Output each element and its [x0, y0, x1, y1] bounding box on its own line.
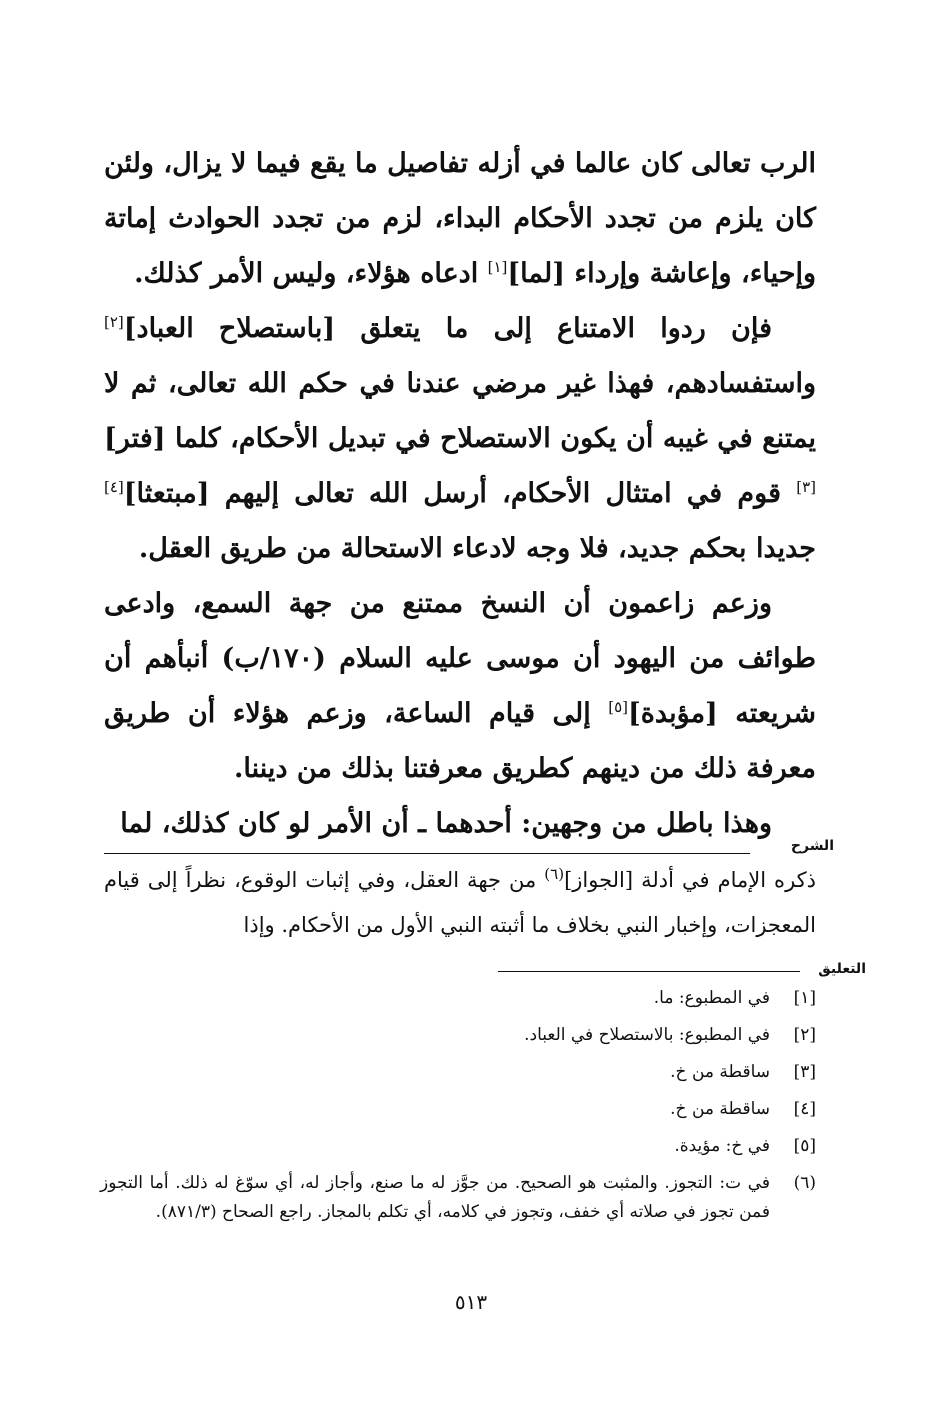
- footnote-item: [100, 1132, 816, 1161]
- footnote-text: ساقطة من خ.: [670, 1062, 770, 1082]
- footnote-text: في المطبوع: ما.: [653, 988, 770, 1008]
- footnote-ref: (٦): [544, 865, 565, 883]
- footnote-text: في خ: مؤيدة.: [674, 1136, 770, 1156]
- footnote-number: [٤]: [793, 1099, 816, 1119]
- footnote-item: [100, 984, 816, 1013]
- footnote-item: [100, 1095, 816, 1124]
- footnotes-list: [100, 984, 816, 1235]
- footnote-number: [١]: [793, 988, 816, 1008]
- footnote-ref: [١]: [487, 258, 508, 276]
- sharh-divider: [104, 853, 750, 854]
- sharh-paragraph: [104, 858, 816, 948]
- sharh-text: [104, 858, 816, 948]
- footnote-text: في ت: التجوز. والمثبت هو الصحيح. من جوَّز له ما صنع، وأجاز له، أي سوّغ له ذلك. أما التجوز فمن تجوز في صلاته أي خفف، وتجوز في كلامه، أي تكلم بالمجاز. راجع الصحاح (٨٧١/٣).: [100, 1173, 770, 1222]
- text-run: وزعم زاعمون أن النسخ ممتنع من جهة السمع، وادعى طوائف من اليهود أن موسى عليه السلام (١٧٠/ب) أنبأهم أن شريعته [مؤبدة]: [104, 588, 817, 729]
- footnote-ref: [٤]: [104, 478, 124, 496]
- text-run: وهذا باطل من وجهين: أحدهما ـ أن الأمر لو كان كذلك، لما: [120, 808, 772, 839]
- text-run: ذكره الإمام في أدلة [الجواز]: [564, 868, 816, 892]
- footnote-ref: [٣]: [796, 478, 816, 496]
- main-text-body: [104, 136, 816, 851]
- footnote-item: [100, 1021, 816, 1050]
- sharh-label: الشرح: [790, 838, 834, 854]
- footnote-number: (٦): [793, 1173, 816, 1193]
- text-run: جديدا بحكم جديد، فلا وجه لادعاء الاستحالة من طريق العقل.: [138, 533, 816, 564]
- footnote-ref: [٢]: [104, 313, 124, 331]
- footnote-text: ساقطة من خ.: [670, 1099, 770, 1119]
- main-paragraph: [104, 301, 816, 576]
- main-paragraph: [104, 136, 816, 301]
- footnote-number: [٢]: [793, 1025, 816, 1045]
- text-run: فإن ردوا الامتناع إلى ما يتعلق [باستصلاح العباد]: [123, 313, 772, 344]
- footnote-item: [100, 1058, 816, 1087]
- text-run: واستفسادهم، فهذا غير مرضي عندنا في حكم الله تعالى، ثم لا يمتنع في غيبه أن يكون الاستصلاح في تبديل الأحكام، كلما [فتر]: [104, 368, 816, 454]
- taaliq-label: التعليق: [818, 961, 866, 977]
- footnote-item: [100, 1169, 816, 1227]
- text-run: الرب تعالى كان عالما في أزله تفاصيل ما يقع فيما لا يزال، ولئن كان يلزم من تجدد الأحكام البداء، لزم من تجدد الحوادث إماتة وإحياء، وإعاشة وإرداء [لما]: [104, 148, 816, 289]
- text-run: من جهة العقل، وفي إثبات الوقوع، نظراً إلى قيام المعجزات، وإخبار النبي بخلاف ما أثبته النبي الأول من الأحكام. وإذا: [104, 868, 816, 937]
- text-run: إلى قيام الساعة، وزعم هؤلاء أن طريق معرفة ذلك من دينهم كطريق معرفتنا بذلك من ديننا.: [104, 698, 816, 784]
- text-run: ادعاه هؤلاء، وليس الأمر كذلك.: [134, 258, 488, 289]
- main-paragraph: [104, 576, 816, 796]
- footnote-number: [٥]: [793, 1136, 816, 1156]
- taaliq-divider: [498, 971, 800, 972]
- page-number: ٥١٣: [454, 1290, 488, 1314]
- text-run: قوم في امتثال الأحكام، أرسل الله تعالى إليهم [مبتعثا]: [123, 478, 797, 509]
- footnote-text: في المطبوع: بالاستصلاح في العباد.: [524, 1025, 770, 1045]
- footnote-ref: [٥]: [608, 698, 629, 716]
- footnote-number: [٣]: [793, 1062, 816, 1082]
- main-paragraph: [104, 796, 816, 851]
